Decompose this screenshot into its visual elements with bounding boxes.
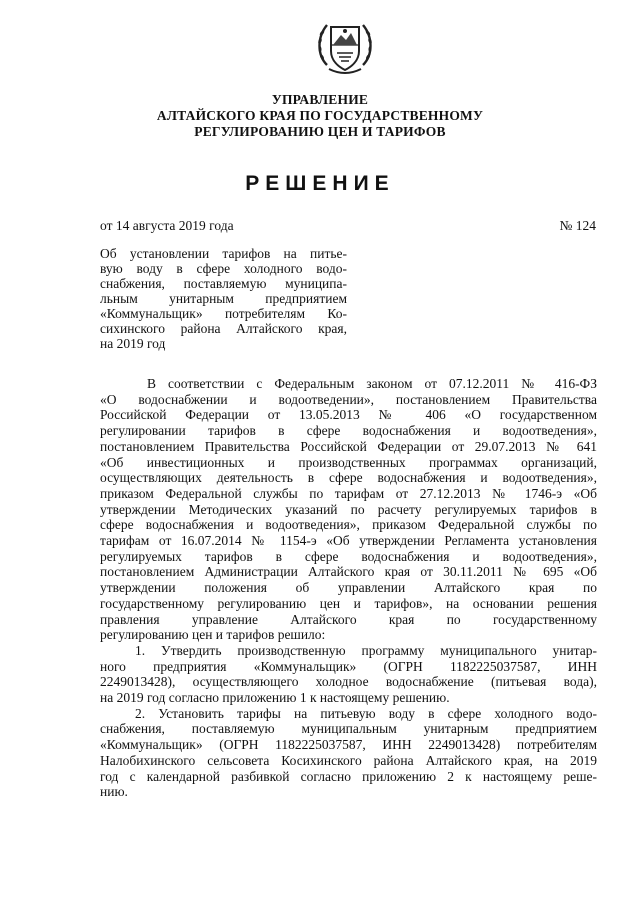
body-line: нию. [100, 784, 128, 800]
subject-line: сихинского района Алтайского края, [100, 321, 347, 336]
body-line: приказом Федеральной службы по тарифам от 27.12.2013 № 1746-э «Об [100, 485, 597, 501]
body-line: регулированию цен и тарифов решило: [100, 627, 326, 643]
body-line: правления управление Алтайского края по государственному [100, 611, 597, 627]
authority-line: УПРАВЛЕНИЕ [271, 92, 369, 107]
coat-of-arms-emblem [313, 15, 377, 79]
body-line: на 2019 год согласно приложению 1 к настоящему решению. [100, 690, 450, 706]
body-line: регулировании тарифов в сфере водоснабжения и водоотведения», [100, 423, 597, 439]
clause-1 [100, 643, 597, 706]
document-number: № 124 [559, 218, 596, 233]
body-line: 2. Установить тарифы на питьевую воду в сфере холодного водо- [135, 705, 597, 721]
body-line: В соответствии с Федеральным законом от 07.12.2011 № 416-ФЗ [147, 376, 597, 391]
body-line: постановлением Правительства Российской Федерации от 29.07.2013 № 641 [100, 438, 597, 454]
body-line: постановлением Администрации Алтайского края от 30.11.2011 № 695 «Об [100, 564, 597, 580]
subject-line: «Коммунальщик» потребителям Ко- [100, 306, 347, 321]
issuing-authority [0, 92, 640, 140]
clause-2 [100, 706, 597, 800]
body-line: снабжения, поставляемую муниципальным унитарным предприятием [100, 721, 597, 737]
body-line: «Об инвестиционных и производственных программах организаций, [100, 454, 597, 470]
body-line: год с календарной разбивкой согласно приложению 2 к настоящему реше- [100, 768, 597, 784]
subject-line: льным унитарным предприятием [100, 291, 347, 306]
document-type-title: РЕШЕНИЕ [245, 172, 395, 195]
body-line: осуществляющих деятельность в сфере водоснабжения и водоотведения», [100, 470, 597, 486]
body-line: тарифам от 16.07.2014 № 1154-э «Об утверждении Регламента установления [100, 533, 597, 549]
body-line: государственному регулированию цен и тарифов», на основании решения [100, 595, 597, 611]
body-line: «Коммунальщик» (ОГРН 1182225037587, ИНН 2249013428) потребителям [100, 737, 597, 753]
body-line: 1. Утвердить производственную программу муниципального унитар- [135, 642, 597, 658]
subject-line: Об установлении тарифов на питье- [100, 246, 347, 261]
subject-line: снабжения, поставляемую муниципа- [100, 276, 347, 291]
document-body [100, 376, 597, 800]
preamble-paragraph [100, 376, 597, 643]
authority-line: РЕГУЛИРОВАНИЮ ЦЕН И ТАРИФОВ [194, 124, 446, 139]
body-line: утверждении положения об управлении Алтайского края по [100, 580, 597, 596]
subject-line: вую воду в сфере холодного водо- [100, 261, 347, 276]
body-line: Налобихинского сельсовета Косихинского района Алтайского края, на 2019 [100, 752, 597, 768]
body-line: ного предприятия «Коммунальщик» (ОГРН 1182225037587, ИНН [100, 658, 597, 674]
body-line: 2249013428), осуществляющего холодное водоснабжение (питьевая вода), [100, 674, 597, 690]
body-line: «О водоснабжении и водоотведении», постановлением Правительства [100, 391, 597, 407]
body-line: сфере водоснабжения и водоотведения», приказом Федеральной службы по [100, 517, 597, 533]
document-date: от 14 августа 2019 года [100, 218, 234, 233]
document-subject [100, 246, 347, 351]
subject-line: на 2019 год [100, 336, 166, 351]
body-line: регулируемых тарифов в сфере водоснабжения и водоотведения», [100, 548, 597, 564]
authority-line: АЛТАЙСКОГО КРАЯ ПО ГОСУДАРСТВЕННОМУ [156, 108, 484, 123]
body-line: Российской Федерации от 13.05.2013 № 406 «О государственном [100, 407, 597, 423]
body-line: утверждении Методических указаний по расчету регулируемых тарифов в [100, 501, 597, 517]
